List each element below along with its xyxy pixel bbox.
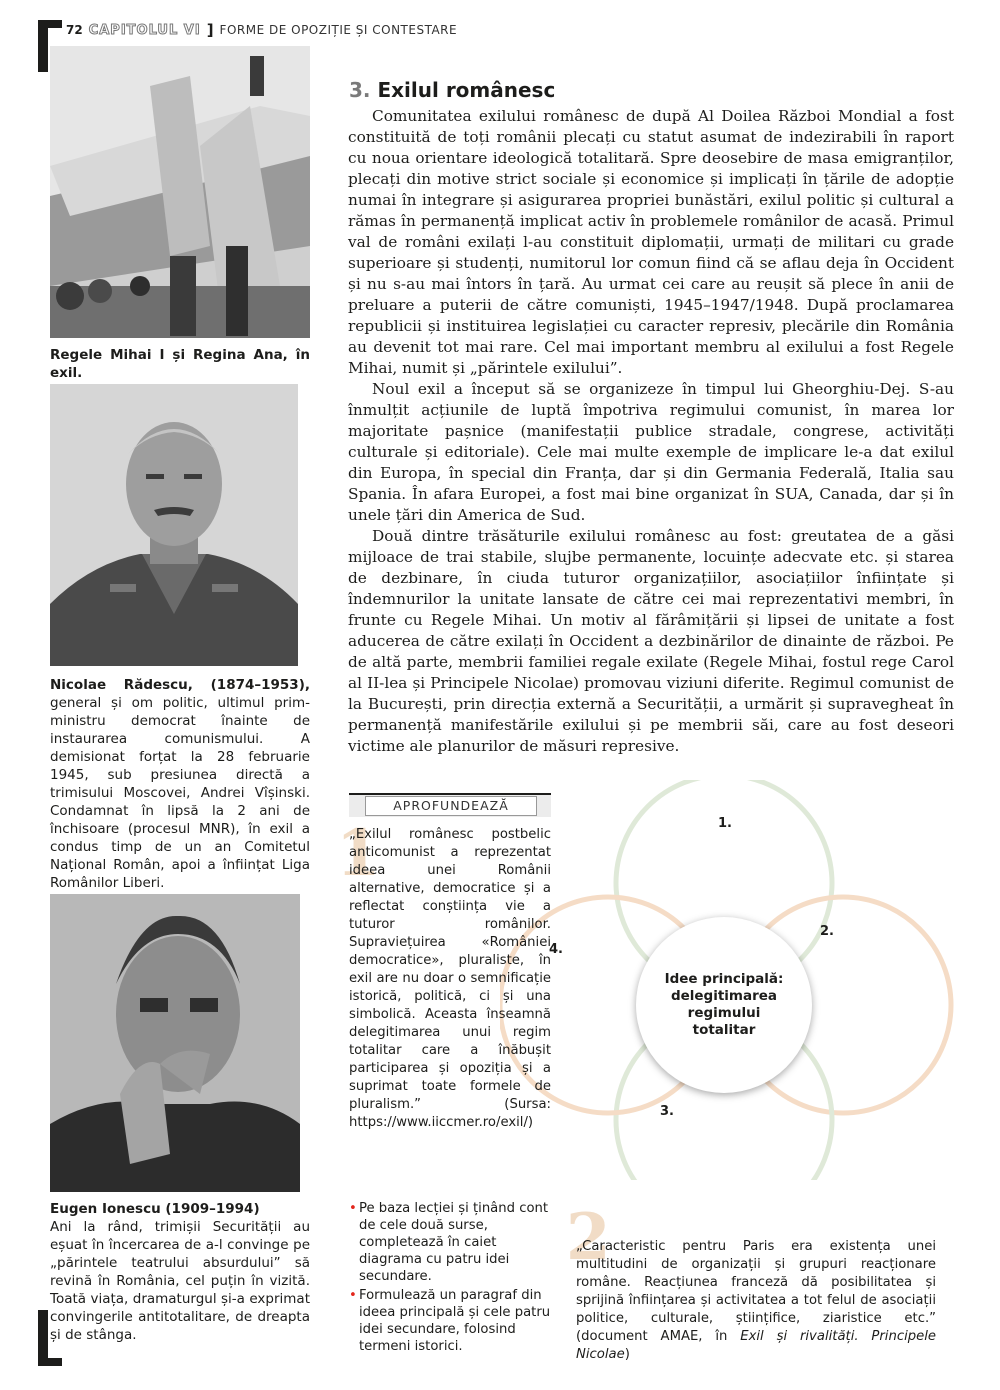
corner-bracket-top-arm xyxy=(38,20,62,28)
photo-nicolae-radescu xyxy=(50,384,298,666)
page-number: 72 xyxy=(66,23,83,37)
photo1-caption: Regele Mihai I și Regina Ana, în exil. xyxy=(50,347,310,381)
task-item: • Formulează un paragraf din ideea principală și cele patru idei secundare, folosind termeni istorici. xyxy=(349,1288,551,1354)
bullet-icon: • xyxy=(349,1201,357,1216)
photo3-caption-name: Eugen Ionescu (1909–1994) xyxy=(50,1201,260,1217)
photo2-caption xyxy=(50,676,310,892)
section-heading xyxy=(349,78,555,102)
diagram-label-4: 4. xyxy=(549,942,563,957)
task-item: • Pe baza lecției și ținând cont de cele două surse, completează în caiet diagrama cu patru idei secundare. xyxy=(349,1201,549,1284)
source1-text: „Exilul românesc postbelic anticomunist a reprezentat ideea unei Românii alternative, democratice și a reflectat conștiința vie a tuturor românilor. Supraviețuirea «României democratice», pluraliste, în exil are nu doar o semnificație istorică, politică, ci și una simbolică. Aceasta înseamnă delegitimarea unui regim totalitar care a înăbușit participarea și opoziția și a suprimat toate formele de pluralism.” (Sursa: https://www.iiccmer.ro/exil/) xyxy=(349,827,551,1130)
chapter-title: CAPITOLUL VI xyxy=(88,22,201,38)
diagram-main-idea-text: Idee principală: delegitimarea regimului totalitar xyxy=(664,971,784,1038)
photo3-caption-text: Ani la rând, trimișii Securității au eșuat în încercarea de a-l convinge pe „părintele teatrului absurdului” să revină în România, cel puțin în vizită. Toată viața, dramaturgul și-a exprimat convingerile antitotalitare, de dreapta și de stânga. xyxy=(50,1219,310,1343)
task-list xyxy=(349,1200,554,1357)
photo2-caption-name: Nicolae Rădescu, (1874–1953), xyxy=(50,677,310,693)
section-heading-text: Exilul românesc xyxy=(377,78,556,102)
main-paragraph: Două dintre trăsăturile exilului românesc au fost: greutatea de a găsi mijloace de trai stabile, slujbe permanente, locuințe adecvate etc. și starea de dezbinare, în ciuda tuturor organizațiilor, asociațiilor înființate și îndemnurilor la unitate lansate de către cei mai reprezentativi membri, în frunte cu Regele Mihai. Un motiv al fărâmițării și lipsei de unitate a fost aducerea de către exilați în Occident a dezbinărilor de dinainte de război. Pe de altă parte, membrii familiei regale exilate (Regele Mihai, fostul rege Carol al II-lea și Principele Nicolae) promovau viziuni diferite. Regimul comunist de la București, prin direcția externă a Securității, a urmărit și supravegheat în permanență manifestările exilului și pe membrii săi, care au fost deseori victime ale planurilor de măsuri represive. xyxy=(348,527,954,755)
section-heading-number: 3. xyxy=(349,78,371,102)
photo3-caption xyxy=(50,1200,310,1344)
section-title: FORME DE OPOZIȚIE ȘI CONTESTARE xyxy=(219,23,458,37)
photo-eugen-ionescu xyxy=(50,894,300,1192)
diagram-label-3: 3. xyxy=(660,1104,674,1119)
source2-book-title: Exil și rivalități. Principele Nicolae xyxy=(576,1329,936,1362)
diagram-label-2: 2. xyxy=(820,924,834,939)
diagram-label-1: 1. xyxy=(718,816,732,831)
photo2-caption-text: general și om politic, ultimul prim-ministru democrat înainte de instaurarea comunismului. A demisionat forțat la 28 februarie 1945, sub presiunea directă a trimisului Moscovei, Andrei Vîșinski. Condamnat în lipsă la 2 ani de închisoare (procesul MNR), în exil a condus timp de un an Comitetul Național Român, apoi a înființat Liga Românilor Liberi. xyxy=(50,695,310,891)
main-body xyxy=(348,106,954,757)
header-bracket: ] xyxy=(206,21,214,39)
aprofundeaza-label: APROFUNDEAZĂ xyxy=(365,796,537,816)
main-paragraph: Comunitatea exilului românesc de după Al Doilea Război Mondial a fost constituită de toți românii plecați cu statut asumat de indezirabili în raport cu noua orientare ideologică totalitară. Spre deosebire de masa emigranților, plecați din motive strict sociale și economice și implicați în țările de adopție numai în integrare și asigurarea propriei bunăstări, exilul politic și cultural a rămas în permanență implicat activ în problemele românilor de acasă. Primul val de români exilați l-au constituit diplomații, urmați de militari cu grade superioare și studenți, numitorul lor comun fiind că se aflau deja în Occident și nu s-au mai întors în țară. Au urmat cei care au reușit să plece în anii de preluare a puterii de către comuniști, 1945–1947/1948. După proclamarea republicii și instituirea legislației cu caracter represiv, plecările din România au devenit tot mai rare. Cel mai important membru al exilului a fost Regele Mihai, numit și „părintele exilului”. xyxy=(348,107,954,377)
source1-number: 1 xyxy=(336,816,381,891)
page-header xyxy=(66,20,457,40)
corner-bracket-bottom-arm xyxy=(38,1358,62,1366)
photo-king-mihai-plane xyxy=(50,46,310,338)
source2-text: „Caracteristic pentru Paris era existența unei multitudini de organizații și grupuri reacționare române. Reacțiunea franceză dă posibilitatea și sprijină înființarea și activitatea a tot felul de asociații politice, culturale, științifice, ziaristice etc.” (document AMAE, în Exil și rivalități. Principele Nicolae) xyxy=(576,1239,936,1362)
diagram-main-idea xyxy=(636,917,812,1093)
bullet-icon: • xyxy=(349,1288,357,1303)
main-paragraph: Noul exil a început să se organizeze în timpul lui Gheorghiu-Dej. S-au înmulțit acțiunile de luptă împotriva regimului comunist, în marea lor majoritate pașnice (manifestații publice stradale, congrese, activități culturale și editoriale). Cele mai multe exemple de implicare le-a dat exilul din Europa, în special din Franța, dar și din Germania Federală, Italia sau Spania. În afara Europei, a fost mai bine organizat în SUA, Canada, dar și în unele țări din America de Sud. xyxy=(348,380,954,524)
source2-number: 2 xyxy=(566,1200,611,1275)
